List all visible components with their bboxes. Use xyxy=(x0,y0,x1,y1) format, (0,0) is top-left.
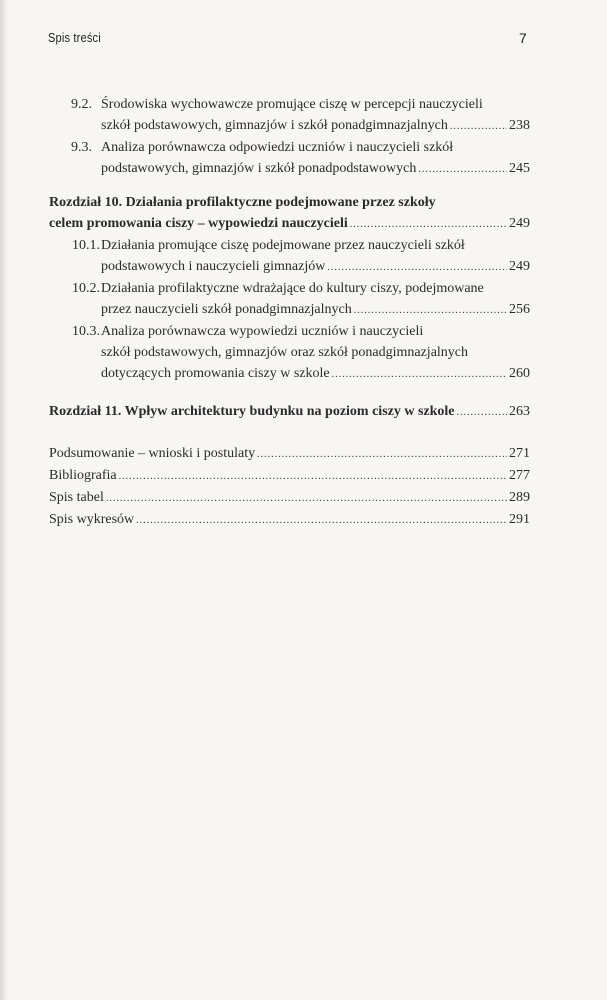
toc-entry-title-line: dotyczących promowania ciszy w szkole xyxy=(101,366,330,381)
toc-page-number: 277 xyxy=(509,468,530,483)
dot-leader xyxy=(106,488,507,509)
running-head: Spis treści xyxy=(48,30,101,45)
section-number: 9.3. xyxy=(71,140,92,155)
table-of-contents xyxy=(49,94,530,531)
toc-back-matter xyxy=(49,443,530,531)
toc-page-number: 256 xyxy=(509,302,530,317)
toc-entry-title: Bibliografia xyxy=(49,468,117,483)
toc-entry-9-2 xyxy=(49,94,530,137)
page-edge-shadow xyxy=(0,0,8,1000)
toc-page-number: 249 xyxy=(509,216,530,231)
toc-entry-title: Spis wykresów xyxy=(49,512,135,527)
toc-entry-bibliography xyxy=(49,465,530,487)
toc-entry-9-3 xyxy=(49,137,530,180)
dot-leader xyxy=(119,466,507,487)
section-number: 9.2. xyxy=(71,97,92,112)
toc-entry-title-line: podstawowych i nauczycieli gimnazjów xyxy=(101,259,326,274)
section-number: 10.2. xyxy=(72,281,100,296)
dot-leader xyxy=(350,214,507,235)
chapter-title-line: celem promowania ciszy – wypowiedzi nauczycieli xyxy=(49,216,348,231)
toc-entry-title-line: szkół podstawowych, gimnazjów oraz szkół ponadgimnazjalnych xyxy=(101,345,469,360)
toc-page-number: 260 xyxy=(509,366,530,381)
toc-entry-title-line: Analiza porównawcza wypowiedzi uczniów i nauczycieli xyxy=(101,324,424,339)
toc-page-number: 238 xyxy=(509,118,530,133)
toc-entry-title: Spis tabel xyxy=(49,490,104,505)
toc-entry-title-line: Analiza porównawcza odpowiedzi uczniów i nauczycieli szkół xyxy=(101,140,454,155)
dot-leader xyxy=(354,300,507,321)
toc-chapter-11 xyxy=(49,401,530,423)
toc-entry-title-line: Środowiska wychowawcze promujące ciszę w percepcji nauczycieli xyxy=(101,97,483,112)
chapter-title-line: Rozdział 10. Działania profilaktyczne podejmowane przez szkoły xyxy=(49,195,436,210)
toc-page-number: 245 xyxy=(509,161,530,176)
toc-entry-title: Podsumowanie – wnioski i postulaty xyxy=(49,446,256,461)
toc-entry-10-1 xyxy=(49,235,530,278)
dot-leader xyxy=(457,402,507,423)
dot-leader xyxy=(257,444,507,465)
dot-leader xyxy=(327,257,507,278)
page-number: 7 xyxy=(519,30,527,46)
toc-page-number: 291 xyxy=(509,512,530,527)
toc-entry-title-line: Działania promujące ciszę podejmowane przez nauczycieli szkół xyxy=(101,238,465,253)
toc-entry-title-line: Działania profilaktyczne wdrażające do kultury ciszy, podejmowane xyxy=(101,281,484,296)
chapter-title-line: Rozdział 11. Wpływ architektury budynku na poziom ciszy w szkole xyxy=(49,404,455,419)
toc-entry-title-line: przez nauczycieli szkół ponadgimnazjalnych xyxy=(101,302,352,317)
section-number: 10.1. xyxy=(72,238,100,253)
toc-page-number: 249 xyxy=(509,259,530,274)
toc-entry-title-line: podstawowych, gimnazjów i szkół ponadpodstawowych xyxy=(101,161,417,176)
toc-entry-list-of-tables xyxy=(49,487,530,509)
dot-leader xyxy=(136,510,507,531)
toc-entry-10-2 xyxy=(49,278,530,321)
toc-entry-list-of-charts xyxy=(49,509,530,531)
dot-leader xyxy=(418,159,507,180)
toc-entry-10-3 xyxy=(49,321,530,385)
toc-entry-summary xyxy=(49,443,530,465)
toc-page-number: 289 xyxy=(509,490,530,505)
toc-entry-title-line: szkół podstawowych, gimnazjów i szkół ponadgimnazjalnych xyxy=(101,118,448,133)
toc-page-number: 263 xyxy=(509,404,530,419)
toc-chapter-10 xyxy=(49,192,530,235)
section-number: 10.3. xyxy=(72,324,100,339)
toc-page-number: 271 xyxy=(509,446,530,461)
dot-leader xyxy=(332,364,507,385)
dot-leader xyxy=(450,116,507,137)
